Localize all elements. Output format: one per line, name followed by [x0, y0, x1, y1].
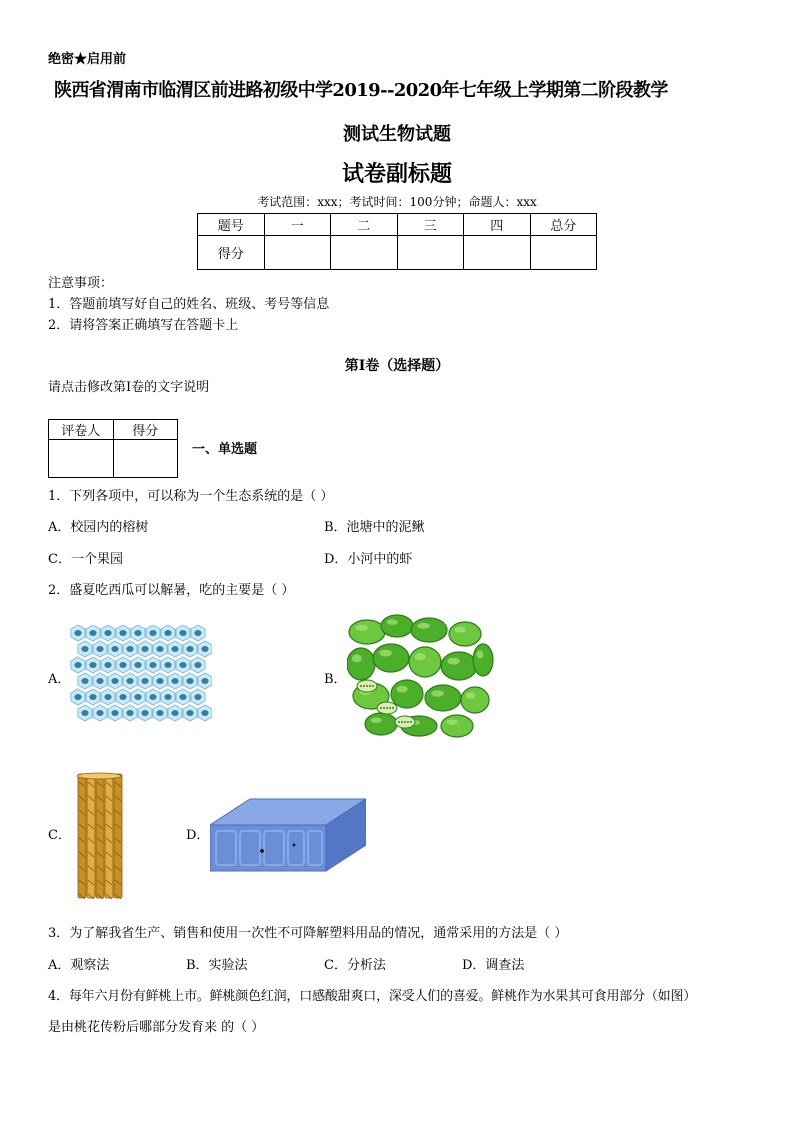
section-title: 第I卷（选择题）: [344, 358, 450, 374]
option-b[interactable]: B．: [324, 672, 347, 687]
note-item: 2．请将答案正确填写在答题卡上: [48, 318, 239, 333]
option-d[interactable]: D．调查法: [462, 958, 525, 973]
grader-table: [48, 419, 178, 478]
score-input-cell[interactable]: [331, 236, 398, 270]
exam-subtitle: 试卷副标题: [341, 161, 452, 187]
grader-header-cell: 得分: [113, 420, 178, 440]
section-hint: 请点击修改第I卷的文字说明: [48, 380, 210, 395]
exam-title-line1: 陕西省渭南市临渭区前进路初级中学2019--2020年七年级上学期第二阶段教学: [54, 80, 668, 101]
option-d[interactable]: D．: [186, 828, 210, 843]
question-stem: 2．盛夏吃西瓜可以解暑，吃的主要是（ ）: [48, 583, 295, 598]
option-c[interactable]: C．分析法: [324, 958, 386, 973]
exam-info: 考试范围：xxx；考试时间：100分钟；命题人：xxx: [257, 195, 537, 209]
question-stem: 3．为了解我省生产、销售和使用一次性不可降解塑料用品的情况，通常采用的方法是（ ）: [48, 926, 568, 941]
option-b[interactable]: B．实验法: [186, 958, 248, 973]
option-c[interactable]: C．: [48, 828, 71, 843]
score-header-cell: 总分: [530, 214, 597, 236]
note-item: 1．答题前填写好自己的姓名、班级、考号等信息: [48, 297, 330, 312]
option-d[interactable]: D．小河中的虾: [324, 552, 413, 567]
parenchyma-tissue-image: [347, 612, 495, 740]
score-table: [197, 213, 597, 270]
score-header-cell: 题号: [198, 214, 265, 236]
score-input-cell[interactable]: [464, 236, 531, 270]
score-header-cell: 四: [464, 214, 531, 236]
confidential-mark: 绝密★启用前: [48, 52, 127, 67]
fiber-tissue-image: [74, 772, 124, 900]
exam-title-line2: 测试生物试题: [343, 124, 451, 145]
option-a[interactable]: A．: [48, 672, 71, 687]
option-b[interactable]: B．池塘中的泥鳅: [324, 520, 425, 535]
grader-input-cell[interactable]: [113, 440, 178, 478]
option-a[interactable]: A．观察法: [48, 958, 110, 973]
grader-input-cell[interactable]: [49, 440, 114, 478]
score-input-cell[interactable]: [264, 236, 331, 270]
score-input-cell[interactable]: [397, 236, 464, 270]
score-header-cell: 二: [331, 214, 398, 236]
score-row-label: 得分: [198, 236, 265, 270]
score-header-cell: 三: [397, 214, 464, 236]
score-header-cell: 一: [264, 214, 331, 236]
option-c[interactable]: C．一个果园: [48, 552, 123, 567]
option-a[interactable]: A．校园内的榕树: [48, 520, 149, 535]
question-stem: 4．每年六月份有鲜桃上市。鲜桃颜色红润，口感酸甜爽口，深受人们的喜爱。鲜桃作为水果其可食用部分（如图）: [48, 989, 697, 1004]
question-stem-continued: 是由桃花传粉后哪部分发育来 的（ ）: [48, 1020, 265, 1035]
part-title: 一、单选题: [192, 442, 258, 457]
notes-title: 注意事项：: [48, 276, 114, 291]
score-input-cell[interactable]: [530, 236, 597, 270]
epithelial-tissue-image: [70, 625, 212, 727]
surface-tissue-image: [210, 795, 366, 873]
grader-header-cell: 评卷人: [49, 420, 114, 440]
question-stem: 1．下列各项中，可以称为一个生态系统的是（ ）: [48, 489, 334, 504]
